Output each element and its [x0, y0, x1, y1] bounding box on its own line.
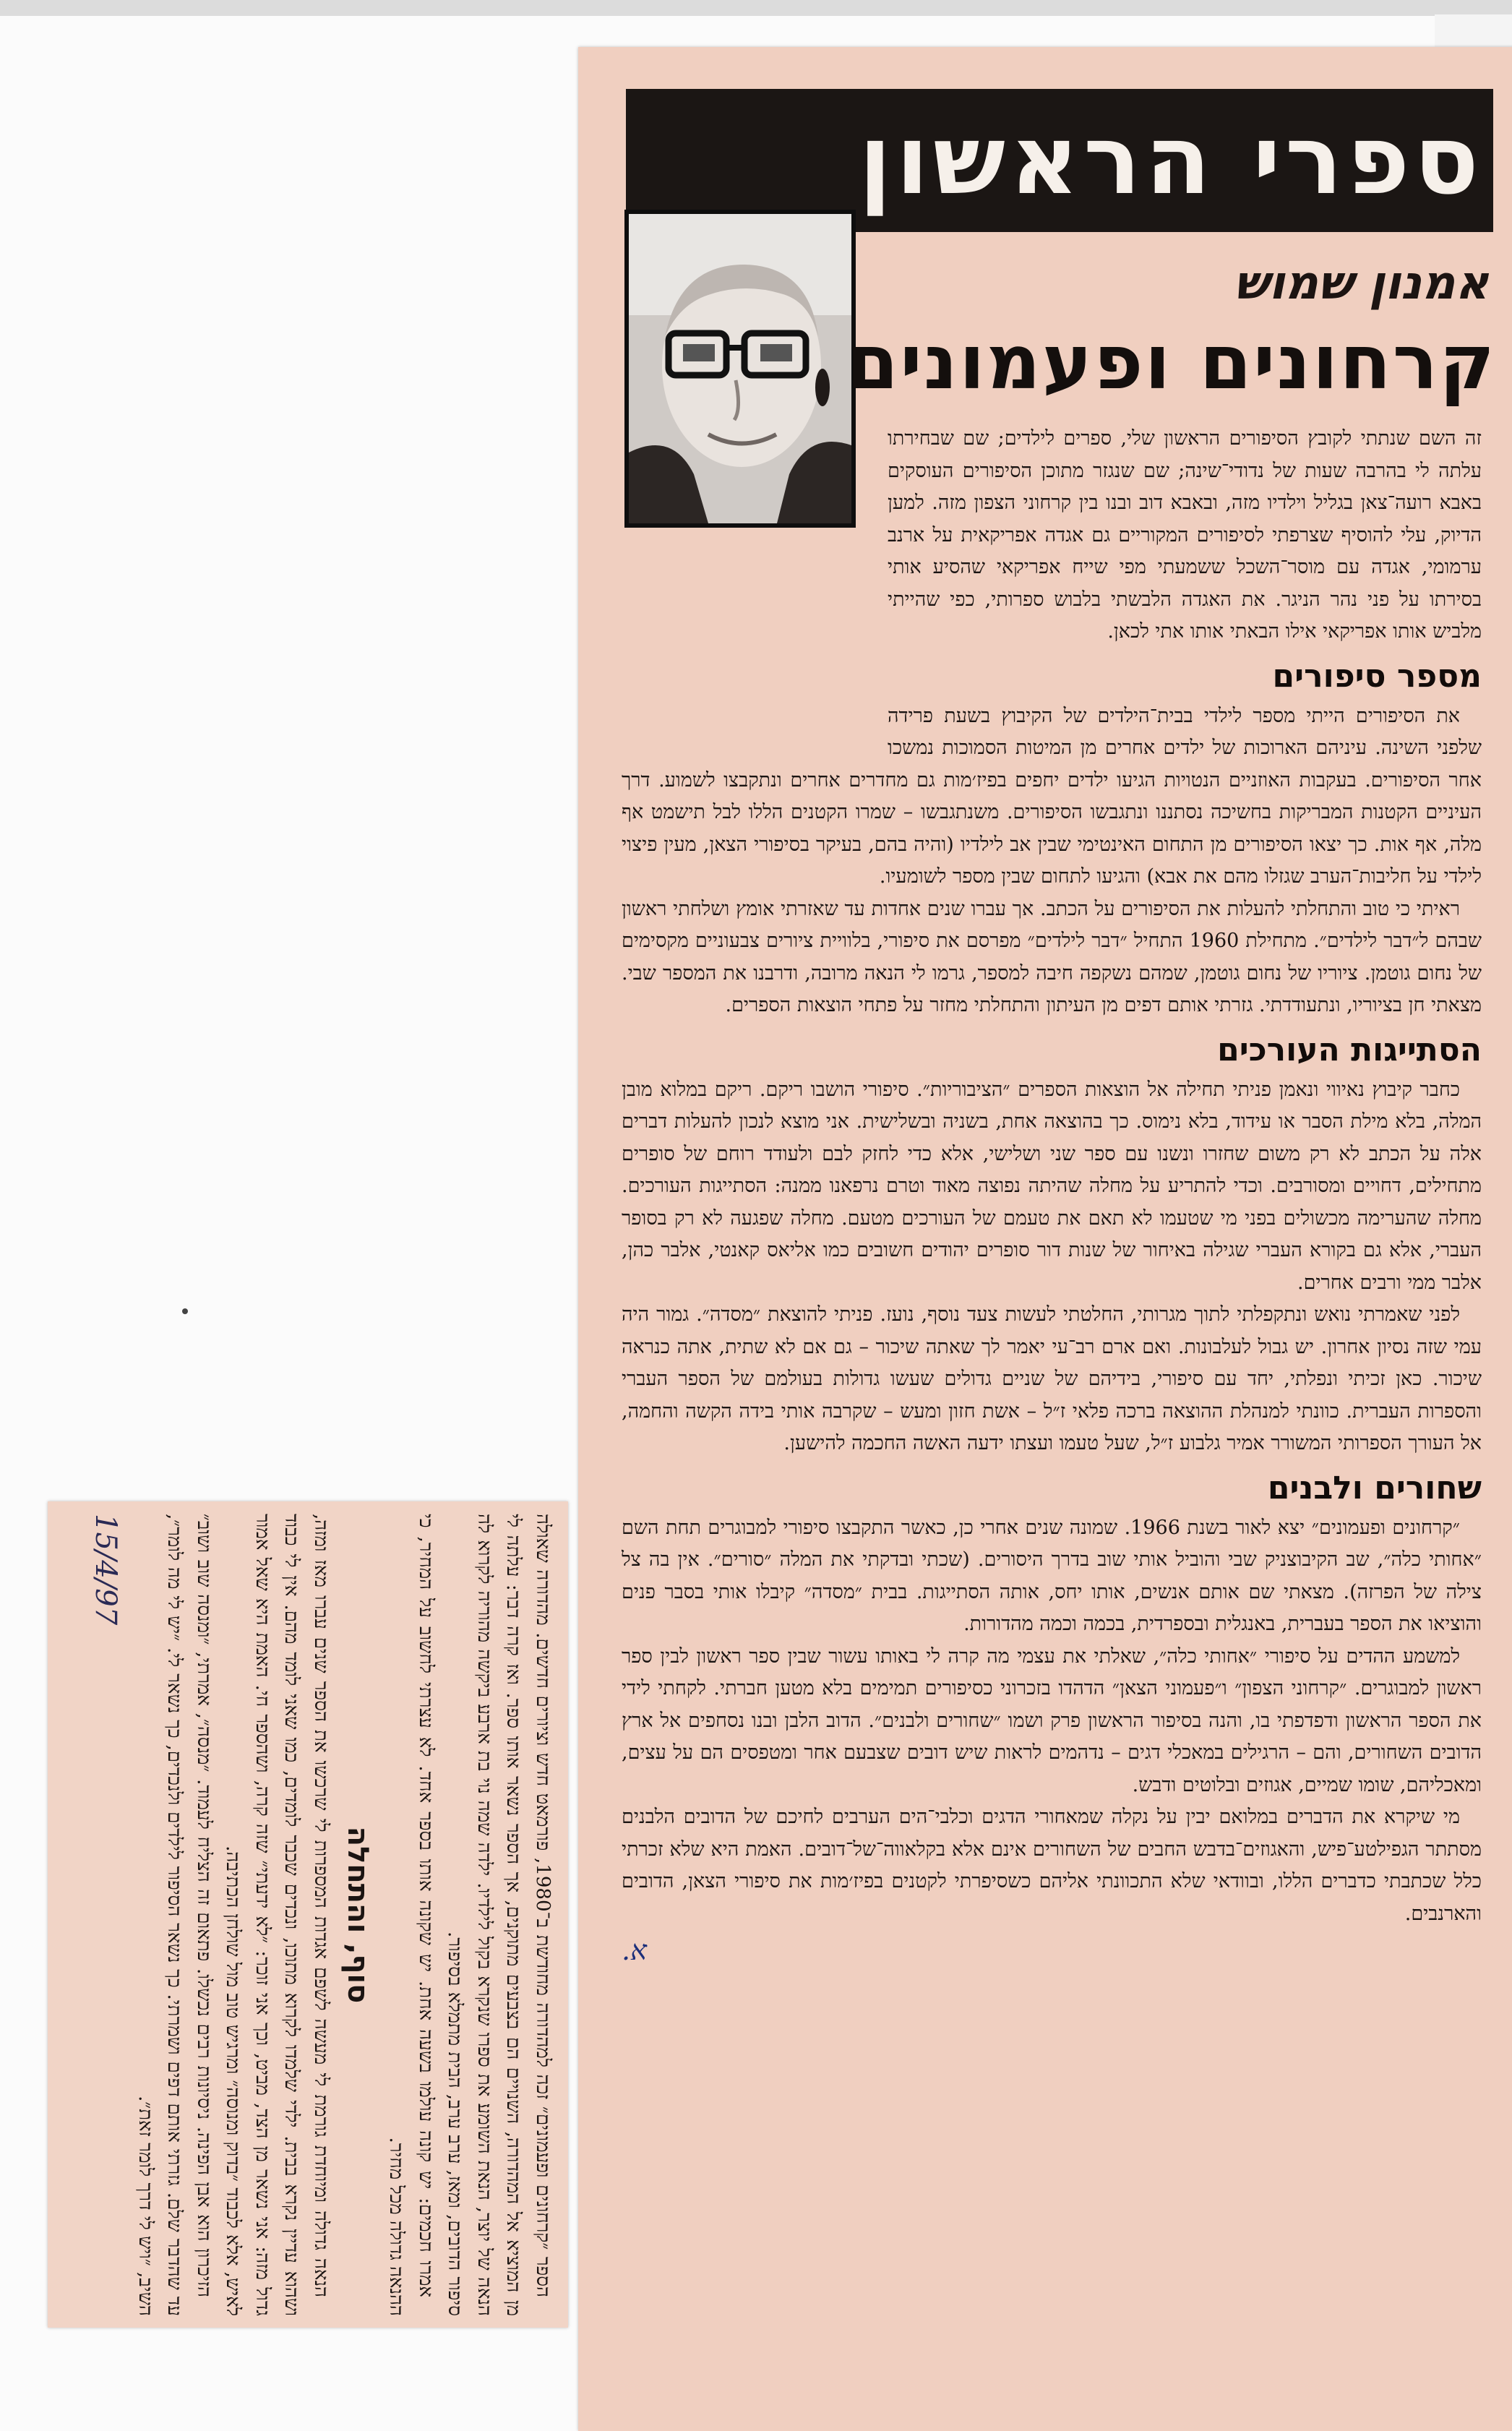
handwritten-date-note: 15/4/97: [89, 1513, 123, 1625]
scan-top-strip: [0, 0, 1512, 16]
sidebar-heading: סוף, והתחלה: [341, 1826, 374, 2003]
sidebar-paragraph-4: הזיכרון הוא אבן הפינה. ניסיונות רבים נכשלו. פתאום זה הצליח לעמוד. ״מנסה״, אמרתי, ״ומנסה שוב ושוב״ עד שהדבר שלם. גזרתי אותם דפים ושמרתי. כך נשאר הסיפור לילדים ולנכדים, כך נשאר לי. ״יש לי מה לומר״, השיב, ״ויש לי דרך לומר זאת״.: [134, 1513, 215, 2316]
section-title-storyteller: מספר סיפורים: [1272, 657, 1482, 695]
section2-paragraph-1: כחבר קיבוץ נאיווי ונאמן פניתי תחילה אל הוצאות הספרים ״הציבוריות״. סיפורי הושבו ריקם. ריקם במלוא מובן המלה, בלא מילת הסבר או עידוד, בלא נימוס. כך בהוצאה אחת, בשניה ובשלישית. אני מוצא לנכון להעלות דברים אלה על הכתב לא רק משום שחזרו ונשנו עם ספר שני ושלישי, אלא כדי לחזק לבם ולעודד רוחם של סופרים מתחילים, דחויים ומסורבים. וכדי להתריע על מחלה שהיתה נפוצה מאוד וטרם נרפאנו ממנה: הסתייגות העורכים. מחלה שהערימה מכשולים בפני מי שטעמו לא תאם את טעמם של העורכים מטעם. מחלה שפגעה לא רק בסופר העברי, אלא גם בקורא העברי שגילה באיחור של שנות דור סופרים יהודים חשובים כמו אליאס קאנטי, אלבר כהן, אלבר ממי ורבים אחרים.: [622, 1078, 1482, 1294]
section3-paragraph-3: מי שיקרא את הדברים במלואם יבין על נקלה שמאחורי הדגים וכלבי־הים הערבים לחיכם של הדובים הלבנים מסתתר הגפילטע־פיש, והאגוזים־בדבש החבים של השחורים אינם אלא בקלאווה־של־דובים. האמת היא שלא זכרתי כלל שכתבתי כדברים הללו, ובוודאי שלא התכוונתי אליהם כשסיפרתי לקטנים בפיז׳מות את סיפורי הצאן, הדובים והארנבים.: [622, 1806, 1482, 1925]
section-title-black-white: שחורים ולבנים: [1267, 1469, 1482, 1506]
sidebar-clipping: [48, 1501, 568, 2328]
sidebar-paragraph-3: הנאה גדולה ומיוחדת גורמת לי מעשה לשפם אגדות המספרות לי שרכשו את הספר שנים עברו מאז ומזה, ושהוא עדיין נקרא בבית. ילדי שלמדו לקרוא מתוכו, ונכדים שכבר לומדים, כמו שאני לומד מהם. אין לי כבוד גדול מזה: אני נשאר מן הצד, מביט, וכך אני זוכר: ״לא ידעתי״ שזה קרה, ושהספר חי. האמת היא שאל אמור לאיש, אלא לכבוד ״בדוק ומנוסה״ ומרגיש טוב מול שולחן הכתיבה.: [222, 1513, 332, 2316]
section1-paragraph-1: את הסיפורים הייתי מספר לילדי בבית־הילדים של הקיבוץ בשעת פרידה שלפני השינה. עיניהם הארוכות של ילדים אחרים מן המיטות הסמוכות נמשכו אחר הסיפורים. בעקבות האוזניים הנטויות הגיעו ילדים יחפים בפיז׳מות גם מחדרים אחרים ונתקבצו לשמוע. דרך העיניים הקטנות המבריקות בחשיכה נסתננו ונתגבשו הסיפורים. משנתגבשו – שמרו הקטנים הללו לבל תישמט אף מלה, אף אות. כך יצאו הסיפורים מן התחום האינטימי שבין אב לילדיו (והיה בהם, בעיקר בסיפורי הצאן, מעין פיצוי לילדי על חליבות־הערב שגזלו מהם את אבא) והגיעו לתחום שבין מספר לשומעיו.: [622, 704, 1482, 888]
section-title-editors: הסתייגות העורכים: [1217, 1031, 1482, 1068]
masthead-title: ספרי הראשון: [859, 105, 1483, 216]
main-article-clipping: [578, 47, 1512, 2431]
article-body: [622, 423, 1482, 2404]
section2-paragraph-2: לפני שאמרתי נואש ונתקפלתי לתוך מגרותי, החלטתי לעשות צעד נוסף, נועז. פניתי להוצאת ״מסדה״. גמור היה עמי שזה נסיון אחרון. יש גבול לעלבונות. ואם ארם רב־עי יאמר לך שאתה שיכור – גם אם לא שתית, אתה כנראה שיכור. כאן זכיתי ונפלתי, יחד עם סיפורי, בידיהם של שניים גדולים שעשו גדולות בעולמם של הספר העברי והספרות העברית. כוונתי למנהלת ההוצאה ברכה פלאי ז״ל – אשת חזון ומעש – שקרבה אותי בידה הקשה והחמה, אל העורך הספרותי המשורר אמיר גלבוע ז״ל, שעל טעמו ועצתו ידעה האשה החכמה להישען.: [622, 1303, 1482, 1454]
photo-spacer: [636, 423, 880, 763]
section3-paragraph-2: למשמע ההדים על סיפורי ״אחותי כלה״, שאלתי את עצמי מה קרה לי באותו עשור שבין ספר ראשון לבין ספר ראשון למבוגרים. ״קרחוני הצפון״ ו״פעמוני הצאן״ הדהדו בזכרוני כסיפורים תמימים בלא מטען חברתי. לקחתי לידי את הספר הראשון ודפדפתי בו, והנה בסיפור הראשון פרק ושמו ״שחורים ולבנים״. הדוב הלבן ובנו נסחפים אל ארץ הדובים השחורים, והם – הרגילים במאכלי דגים – נדהמים לראות שיש דובים שצבעם אחר ומטפסים הם על עצים, ומאכליהם, שומו שמיים, אגוזים ובלוטים ודבש.: [622, 1645, 1482, 1796]
article-intro: זה השם שנתתי לקובץ הסיפורים הראשון שלי, ספרים לילדים; שם שבחירתו עלתה לי בהרבה שעות של נדודי־שינה; שם שנגזר מתוכן הסיפורים העוסקים באבא רועה־צאן בגליל וילדיו מזה, ובאבא דוב ובנו בין קרחוני הצפון מזה. למען הדיוק, עלי להוסיף שצרפתי לסיפורים המקוריים גם אגדה אפריקאית על ארנב ערמומי, אגדה עם מוסר־השכל ששמעתי מפי שייח אפריקאי שהסיע אותי בסירתו על פני נהר הניגר. את האגדה הלבשתי בלבוש ספרותי, כפי שהייתי מלביש אותו אפריקאי אילו הבאתי אותו אתי לכאן.: [888, 427, 1482, 643]
section1-paragraph-2: ראיתי כי טוב והתחלתי להעלות את הסיפורים על הכתב. אך עברו שנים אחדות עד שאזרתי אומץ ושלחתי ראשון שבהם ל״דבר לילדים״. מתחילת 1960 התחיל ״דבר לילדים״ מפרסם את סיפורי, בלוויית ציורים צבעוניים מקסימים של נחום גוטמן. ציוריו של נחום גוטמן, שמהם נשקפה חיבה למספר, גרמו לי הנאה מרובה, ודרבנו את המספר שבי. מצאתי חן בציוריו, ונתעודדתי. גזרתי אותם דפים מן העיתון והתחלתי מחזר על פתחי הוצאות הספרים.: [622, 897, 1482, 1016]
sidebar-paragraph-1: הספר ״קרחונים ופעמונים״ זכה למהדורה מחודשת ב־1980, פורמאט חדש וציורים חדשים. מהדורה שאולה מן המוציא אל המהדורה, השנויים הם בצבעים מתוקנים, אך הספר נשאר אותו ספר. ואז קרה דבר: עלתה לי הנאה של יוצר, הנאת השומע את ספרו שנקרא בקול לילדיו. ילדה שמה נוי בת ארבע ביקשה מהוריה לקרוא לה סיפור הדובים, ומאז, ערב ערב, הבית מתמלא בסיפור.: [444, 1513, 554, 2316]
sidebar-rotated-text: [59, 1514, 557, 2316]
author-signature: א.: [622, 1934, 647, 1966]
author-byline: אמנון שמוש: [1234, 257, 1489, 310]
section3-paragraph-1: ״קרחונים ופעמונים״ יצא לאור בשנת 1966. שמונה שנים אחרי כן, כאשר התקבצו סיפורי למבוגרים תחת השם ״אחותי כלה״, שב הקיבוצניק שבי והוביל אותי שוב בדרך היסורים. (שכתי ובדקתי את המלה ״סורים״. אין בה צל צילה של הפרזה). מצאתי שם אותם אנשים, אותו יחס, אותה הסתייגות. בבית ״מסדה״ קיבלו אותי בסבר פנים והוציאו את הספר בעברית, באנגלית ובספרדית, בכמה וכמה מהדורות.: [622, 1516, 1482, 1635]
scan-speck: [182, 1308, 188, 1314]
sidebar-paragraph-2: אמרו חכמים: יש קונה עולמו בשעה אחת. יש שקונה אותו בספר אחד. לא עצרתי לחשוב על המחיר, כי ההנאה גדולה מכל מחיר.: [385, 1513, 437, 2316]
article-headline: קרחונים ופעמונים: [846, 318, 1496, 406]
